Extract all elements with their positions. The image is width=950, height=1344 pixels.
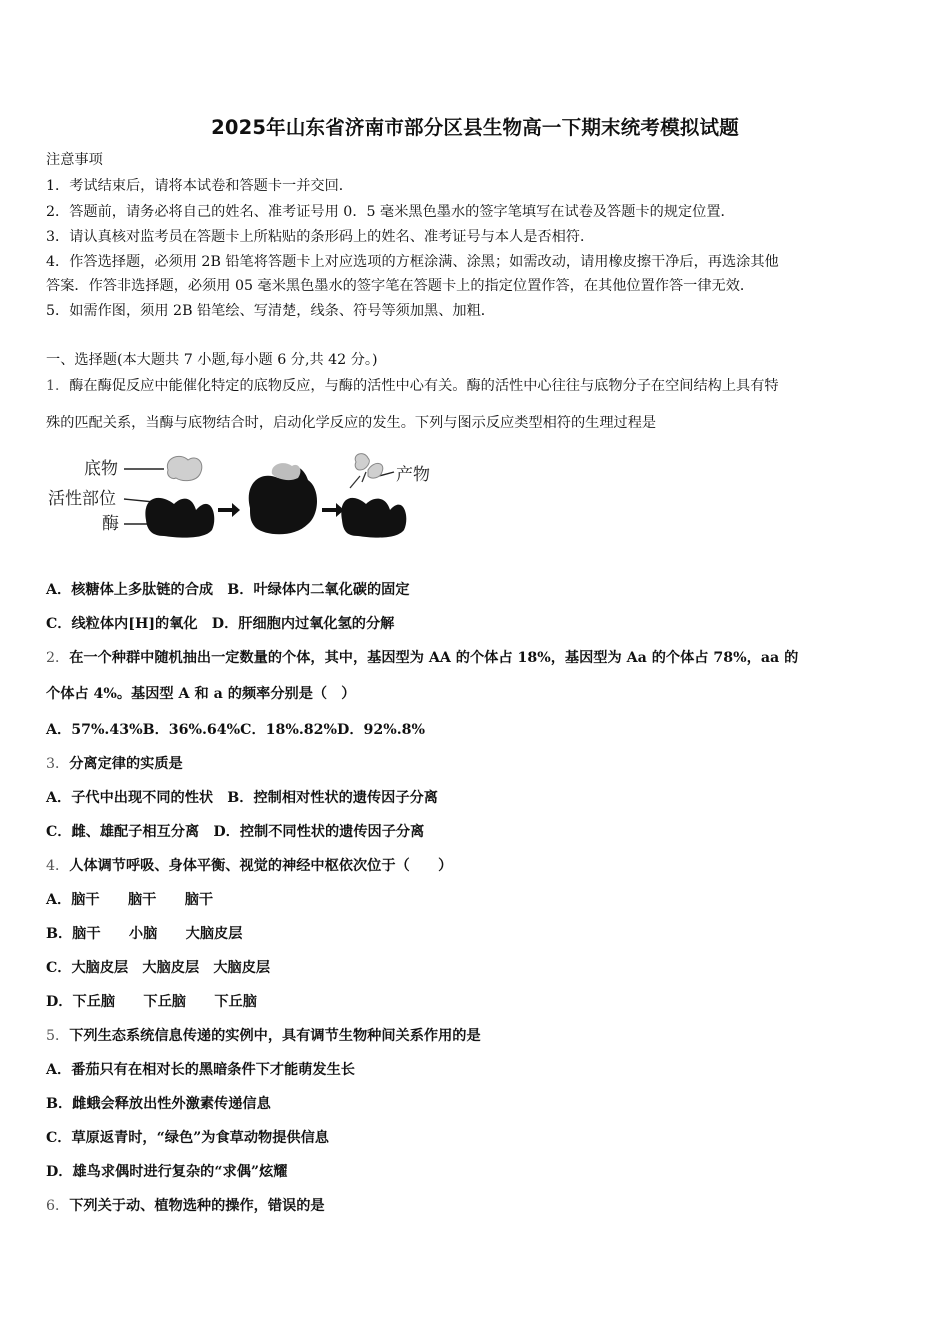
question-text: 分离定律的实质是 <box>69 756 183 772</box>
question-2-stem <box>46 648 916 668</box>
enzyme-substrate-diagram <box>46 448 446 544</box>
notice-item: 5．如需作图，须用 2B 铅笔绘、写清楚，线条、符号等须加黑、加粗． <box>46 303 495 319</box>
question-5-option-b: B．雌蛾会释放出性外激素传递信息 <box>46 1096 271 1112</box>
notice-item: 答案．作答非选择题，必须用 05 毫米黑色墨水的签字笔在答题卡上的指定位置作答，在其他位置作答一律无效． <box>46 278 755 294</box>
question-3-stem <box>46 754 916 774</box>
question-number: 1． <box>46 378 70 394</box>
question-number: 2． <box>46 650 70 666</box>
notice-heading: 注意事项 <box>46 152 103 168</box>
question-5-option-d: D．雄鸟求偶时进行复杂的“求偶”炫耀 <box>46 1164 288 1180</box>
question-text: 下列生态系统信息传递的实例中，具有调节生物种间关系作用的是 <box>69 1028 481 1044</box>
enzyme-shape <box>145 498 214 538</box>
label-product: 产物 <box>396 465 430 485</box>
question-4-stem <box>46 856 916 876</box>
notice-item: 1．考试结束后，请将本试卷和答题卡一并交回． <box>46 178 353 194</box>
arrow-icon <box>218 503 240 517</box>
release-arrow-icon <box>350 472 366 488</box>
question-2-stem-cont: 个体占 4%。基因型 A 和 a 的频率分别是（ ） <box>46 686 356 702</box>
notice-item: 2．答题前，请务必将自己的姓名、准考证号用 0．5 毫米黑色墨水的签字笔填写在试卷及答题卡的规定位置． <box>46 204 735 220</box>
question-4-option-c: C．大脑皮层 大脑皮层 大脑皮层 <box>46 960 271 976</box>
question-1-options-ab: A．核糖体上多肽链的合成 B．叶绿体内二氧化碳的固定 <box>46 582 410 598</box>
question-4-option-b: B．脑干 小脑 大脑皮层 <box>46 926 243 942</box>
question-4-option-d: D．下丘脑 下丘脑 下丘脑 <box>46 994 257 1010</box>
question-3-options-ab: A．子代中出现不同的性状 B．控制相对性状的遗传因子分离 <box>46 790 438 806</box>
page-title: 2025年山东省济南市部分区县生物高一下期末统考模拟试题 <box>211 116 739 139</box>
question-5-stem <box>46 1026 916 1046</box>
question-6-stem <box>46 1196 916 1216</box>
product-shape <box>355 454 369 470</box>
arrow-icon <box>322 503 344 517</box>
question-4-option-a: A．脑干 脑干 脑干 <box>46 892 214 908</box>
question-3-options-cd: C．雌、雄配子相互分离 D．控制不同性状的遗传因子分离 <box>46 824 425 840</box>
question-1-stem-cont: 殊的匹配关系，当酶与底物结合时，启动化学反应的发生。下列与图示反应类型相符的生理过程是 <box>46 415 657 431</box>
question-1-options-cd: C．线粒体内[H]的氧化 D．肝细胞内过氧化氢的分解 <box>46 616 395 632</box>
substrate-shape <box>167 456 201 480</box>
question-text: 下列关于动、植物选种的操作，错误的是 <box>69 1198 325 1214</box>
question-5-option-c: C．草原返青时，“绿色”为食草动物提供信息 <box>46 1130 329 1146</box>
question-5-option-a: A．番茄只有在相对长的黑暗条件下才能萌发生长 <box>46 1062 355 1078</box>
question-number: 6． <box>46 1198 70 1214</box>
label-substrate: 底物 <box>84 459 118 479</box>
notice-item: 3．请认真核对监考员在答题卡上所粘贴的条形码上的姓名、准考证号与本人是否相符． <box>46 229 595 245</box>
question-text: 在一个种群中随机抽出一定数量的个体，其中，基因型为 AA 的个体占 18%，基因型为 Aa 的个体占 78%，aa 的 <box>69 650 799 666</box>
question-text: 人体调节呼吸、身体平衡、视觉的神经中枢依次位于（ ） <box>69 858 453 874</box>
question-number: 5． <box>46 1028 70 1044</box>
question-text: 酶在酶促反应中能催化特定的底物反应，与酶的活性中心有关。酶的活性中心往往与底物分子在空间结构上具有特 <box>69 378 779 394</box>
question-1-stem <box>46 376 916 396</box>
question-number: 4． <box>46 858 70 874</box>
enzyme-shape <box>341 498 406 538</box>
label-active-site: 活性部位 <box>48 489 116 509</box>
section-heading: 一、选择题(本大题共 7 小题,每小题 6 分,共 42 分。) <box>46 352 378 368</box>
notice-item: 4．作答选择题，必须用 2B 铅笔将答题卡上对应选项的方框涂满、涂黑；如需改动，请用橡皮擦干净后，再选涂其他 <box>46 254 779 270</box>
label-enzyme: 酶 <box>102 514 119 534</box>
question-number: 3． <box>46 756 70 772</box>
question-2-options: A．57%.43%B．36%.64%C．18%.82%D．92%.8% <box>46 722 426 738</box>
